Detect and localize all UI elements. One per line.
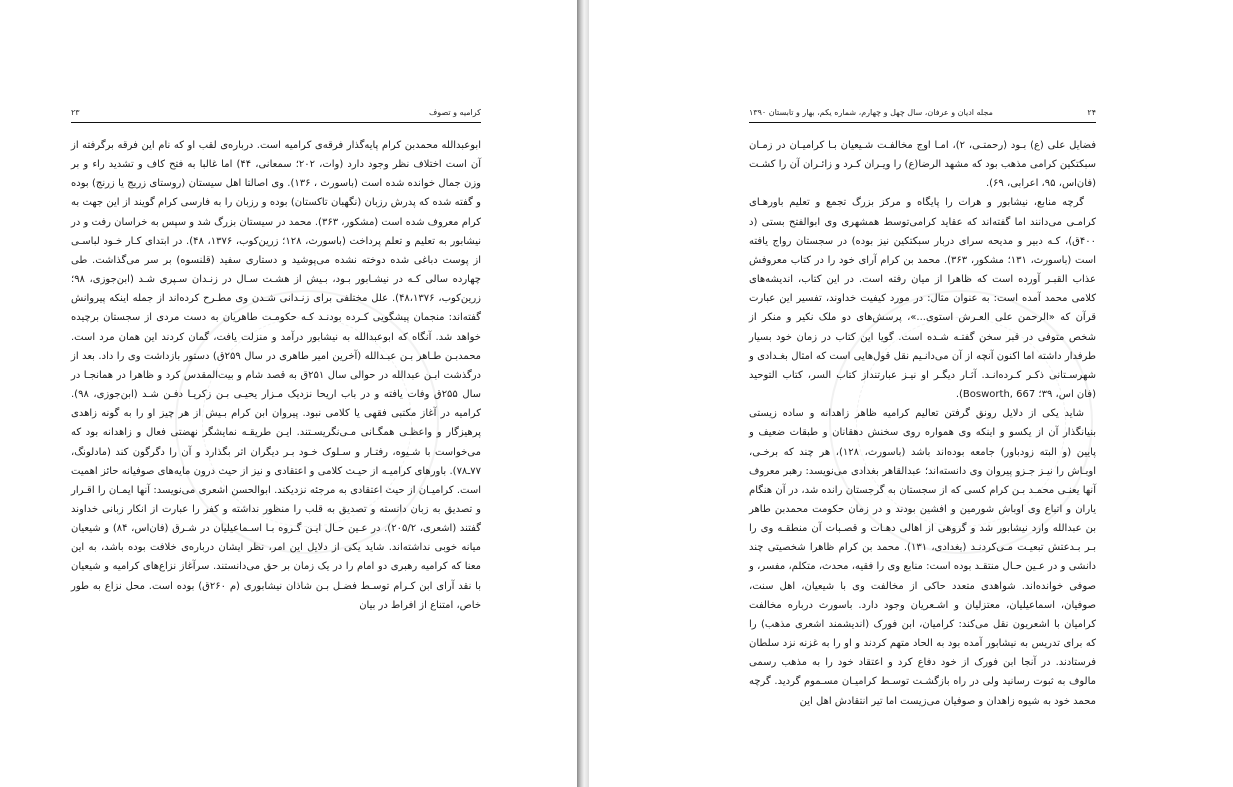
right-paragraph-2: گرچه منابع، نیشابور و هرات را پایگاه و مرکز بزرگ تجمع و تعلیم باورهـای کرامـی می‌دانند اما گفته‌اند که عقاید کرامی‌توسط همشهری وی ابوالفتح بستی (د ۴۰۰ق)، کـه دبیر و مدیحه سرای دربار سبکتکین نیز بوده) در سجستان رواج یافته است (باسورث، ۱۳۱؛ مشکور، ۳۶۳). محمد بن کرام آرای خود را در کتاب معروفش عذاب القبـر آورده است که ظاهرا از میان رفته است. در این کتاب، اندیشه‌های کلامی محمد آمده است: به عنوان مثال: در مورد کیفیت خداوند، تفسیر این عبارت قرآن که «الرحمن علی العـرش استوی...»، پرسش‌های دو ملک نکیر و منکر از شخص متوفی در قبر سخن گفتـه شـده است. گویا این کتاب در زمان خود بسیار طرفدار داشته اما اکنون آنچه از آن می‌دانـیم نقل قول‌هایی است که امثال بغـدادی و شهرسـتانی ذکـر کـرده‌انـد. آثـار دیگـر او نیـز عبارتنداز کتاب السر، کتاب التوحید (فان اس، ۳۹؛ Bosworth, 667). bbox=[749, 197, 1096, 401]
right-body-text bbox=[749, 136, 1096, 711]
right-paragraph-1: فضایل علی (ع) بـود (رحمتـی، ۲)، امـا اوج مخالفـت شـیعیان بـا کرامیـان در زمـان سبکتکین کرامی مذهب بود که مشهد الرضا(ع) را ویـران کـرد و زائـران آن را کشـت (فان‌اس، ۹۵، اعرابی، ۶۹). bbox=[749, 140, 1096, 190]
left-page bbox=[0, 0, 577, 787]
left-body-text bbox=[71, 136, 481, 615]
left-paragraph-1: ابوعبدالله محمدبن کرام پایه‌گذار فرقه‌ی کرامیه است. درباره‌ی لقب او که نام این فرقه برگرفته از آن است اختلاف نظر وجود دارد (وات، ۲۰۲؛ سمعانی، ۴۴) اما غالبا به فتح کاف و تشدید راء و بر وزن جمال خوانده شده است (باسورث ، ۱۳۶). وی اصالتا اهل سیستان (روستای زریج یا زرنج) بوده و گفته شده که پدرش رزبان (نگهبان تاکستان) بوده و رزبان را به فارسی کرام گویند از این جهت به کرام معروف شده است (مشکور، ۳۶۳). محمد در سیستان بزرگ شد و سپس به خراسان رفت و در نیشابور به تعلیم و تعلم پرداخت (باسورث، ۱۲۸؛ زرین‌کوب، ۱۳۷۶، ۴۸). در ابتدای کـار خـود لباسـی از پوست دباغی شده دوخته نشده می‌پوشید و دستاری سفید (قلنسوه) بر سر می‌گذاشت. طی چهارده سالی کـه در نیشـابور بـود، بـیش از هشـت سـال در زنـدان سـپری شـد (ابن‌جوزی، ۹۸؛ زرین‌کوب، ۴۸،۱۳۷۶). علل مختلفی برای زنـدانی شـدن وی مطـرح کرده‌اند از جمله اینکه پیروانش گفته‌اند: منجمان پیشگویی کـرده بودنـد کـه حکومـت طاهریان به دست مردی از سجستان برچیده خواهد شد. آنگاه که ابوعبدالله به نیشابور درآمد و منزلت یافت، گمان کردند این همان مرد است. محمدبـن طـاهر بـن عبـدالله (آخرین امیر طاهری در سال ۲۵۹ق) دستور بازداشت وی را داد. بعد از درگذشت ابـن عبدالله در حوالی سال ۲۵۱ق به قصد شام و بیت‌المقدس کرد و ظاهرا در همانجـا در سال ۲۵۵ق وفات یافته و در باب اریحا نزدیک مـزار یحیـی بـن زکریـا دفـن شـد (ابن‌جوزی، ۹۸). کرامیه در آغاز مکتبی فقهی یا کلامی نبود. پیروان ابن کرام بـیش از هر چیز او را به گونه زاهدی پرهیزگار و واعظـی همگـانی مـی‌نگریسـتند. ایـن طریقـه نمایشگر نهضتی فعال و زاهدانه بود که می‌خواست با شـیوه، رفتـار و سـلوک خـود بـر دیگران اثر بگذارد و آن را دگرگون کند (مادلونگ، ۷۷ـ۷۸). باورهای کرامیـه از حیـث کلامی و اعتقادی و نیز از حیث درون مایه‌های صوفیانه حائز اهمیت است. کرامیـان از حیث اعتقادی به مرجئه نزدیکند. ابوالحسن اشعری می‌نویسد: آنها ایمـان را اقـرار و تصدیق به زبان دانسته و تصدیق به قلب را منظور نداشته و کفر را عبارت از انکار زبانی خداوند گفتند (اشعری، ۲۰۵/۲). در عـین حـال ایـن گـروه بـا اسـماعیلیان در شـرق (فان‌اس، ۸۴) و شیعیان میانه خوبی نداشته‌اند. شاید یکی از دلایل این امر، نظر ایشان درباره‌ی خلافت بوده باشد، به این معنا که کرامیه رهبری دو امام را در یک زمان بر حق می‌دانستند. سرآغاز نزاع‌های کرامیه و شیعیان با نقد آرای ابن کـرام توسـط فضـل بـن شاذان نیشابوری (م ۲۶۰ق) بوده است. محل نزاع به طور خاص، امتناع از افراط در بیان bbox=[71, 140, 482, 611]
right-header-title: مجله ادیان و عرفان، سال چهل و چهارم، شماره یکم، بهار و تابستان ۱۳۹۰ bbox=[749, 108, 993, 117]
right-page-number: ۲۴ bbox=[1087, 108, 1096, 117]
left-page-number: ۲۳ bbox=[71, 108, 80, 117]
left-page-header bbox=[71, 106, 481, 123]
book-spine bbox=[577, 0, 589, 787]
right-page-header bbox=[749, 106, 1096, 123]
left-header-title: کرامیه و تصوف bbox=[429, 108, 481, 117]
right-page bbox=[589, 0, 1233, 787]
right-paragraph-3: شاید یکی از دلایل رونق گرفتن تعالیم کرامیه ظاهر زاهدانه و ساده زیستی بنیانگذار آن از یکسو و اینکه وی همواره روی سخنش دهقانان و طبقات ضعیف و پایین (و البته زودباور) جامعه بوده‌اند باشد (باسورث، ۱۲۸)، هر چند که برخـی، اوبـاش را نیـز جـزو پیروان وی دانسته‌اند؛ عبدالقاهر بغدادی می‌نویسد: رهبر معروف آنها یعنـی محمـد بـن کرام کسی که از سجستان به گرجستان رانده شد، در آن هنگام یاران و اتباع وی اوباش شورمین و افشین بودند و در زمان حکومت محمدبن طاهر بن عبدالله وارد نیشابور شد و گروهی از اهالی دهـات و قصـبات آن منطقـه وی را بـر بـدعتش تبعیـت مـی‌کردنـد (بغدادی، ۱۳۱). محمد بن کرام ظاهرا شخصیتی چند دانشی و در عـین حـال منتقـد بوده است: منابع وی را فقیه، محدث، متکلم، مفسر، و صوفی خوانده‌اند. شواهدی متعدد حاکی از مخالفت وی با شیعیان، اهل سنت، صوفیان، اسماعیلیان، معتزلیان و اشـعریان وجود دارد. باسورث درباره مخالفت کرامیان با اشعریون نقل می‌کند: کرامیان، ابن فورک (اندیشمند اشعری مذهب) را که برای تدریس به نیشابور آمده بود به الحاد متهم کردند و او را به غزنه نزد سلطان فرستادند. در آنجا ابن فورک از خود دفاع کرد و اعتقاد خود را به مذهب رسمی مالوف به ثبوت رسانید ولی در راه بازگشـت توسـط کرامیـان مسـموم گردید. گرچه محمد خود به شیوه زاهدان و صوفیان می‌زیست اما تیر انتقادش اهل این bbox=[749, 408, 1096, 707]
